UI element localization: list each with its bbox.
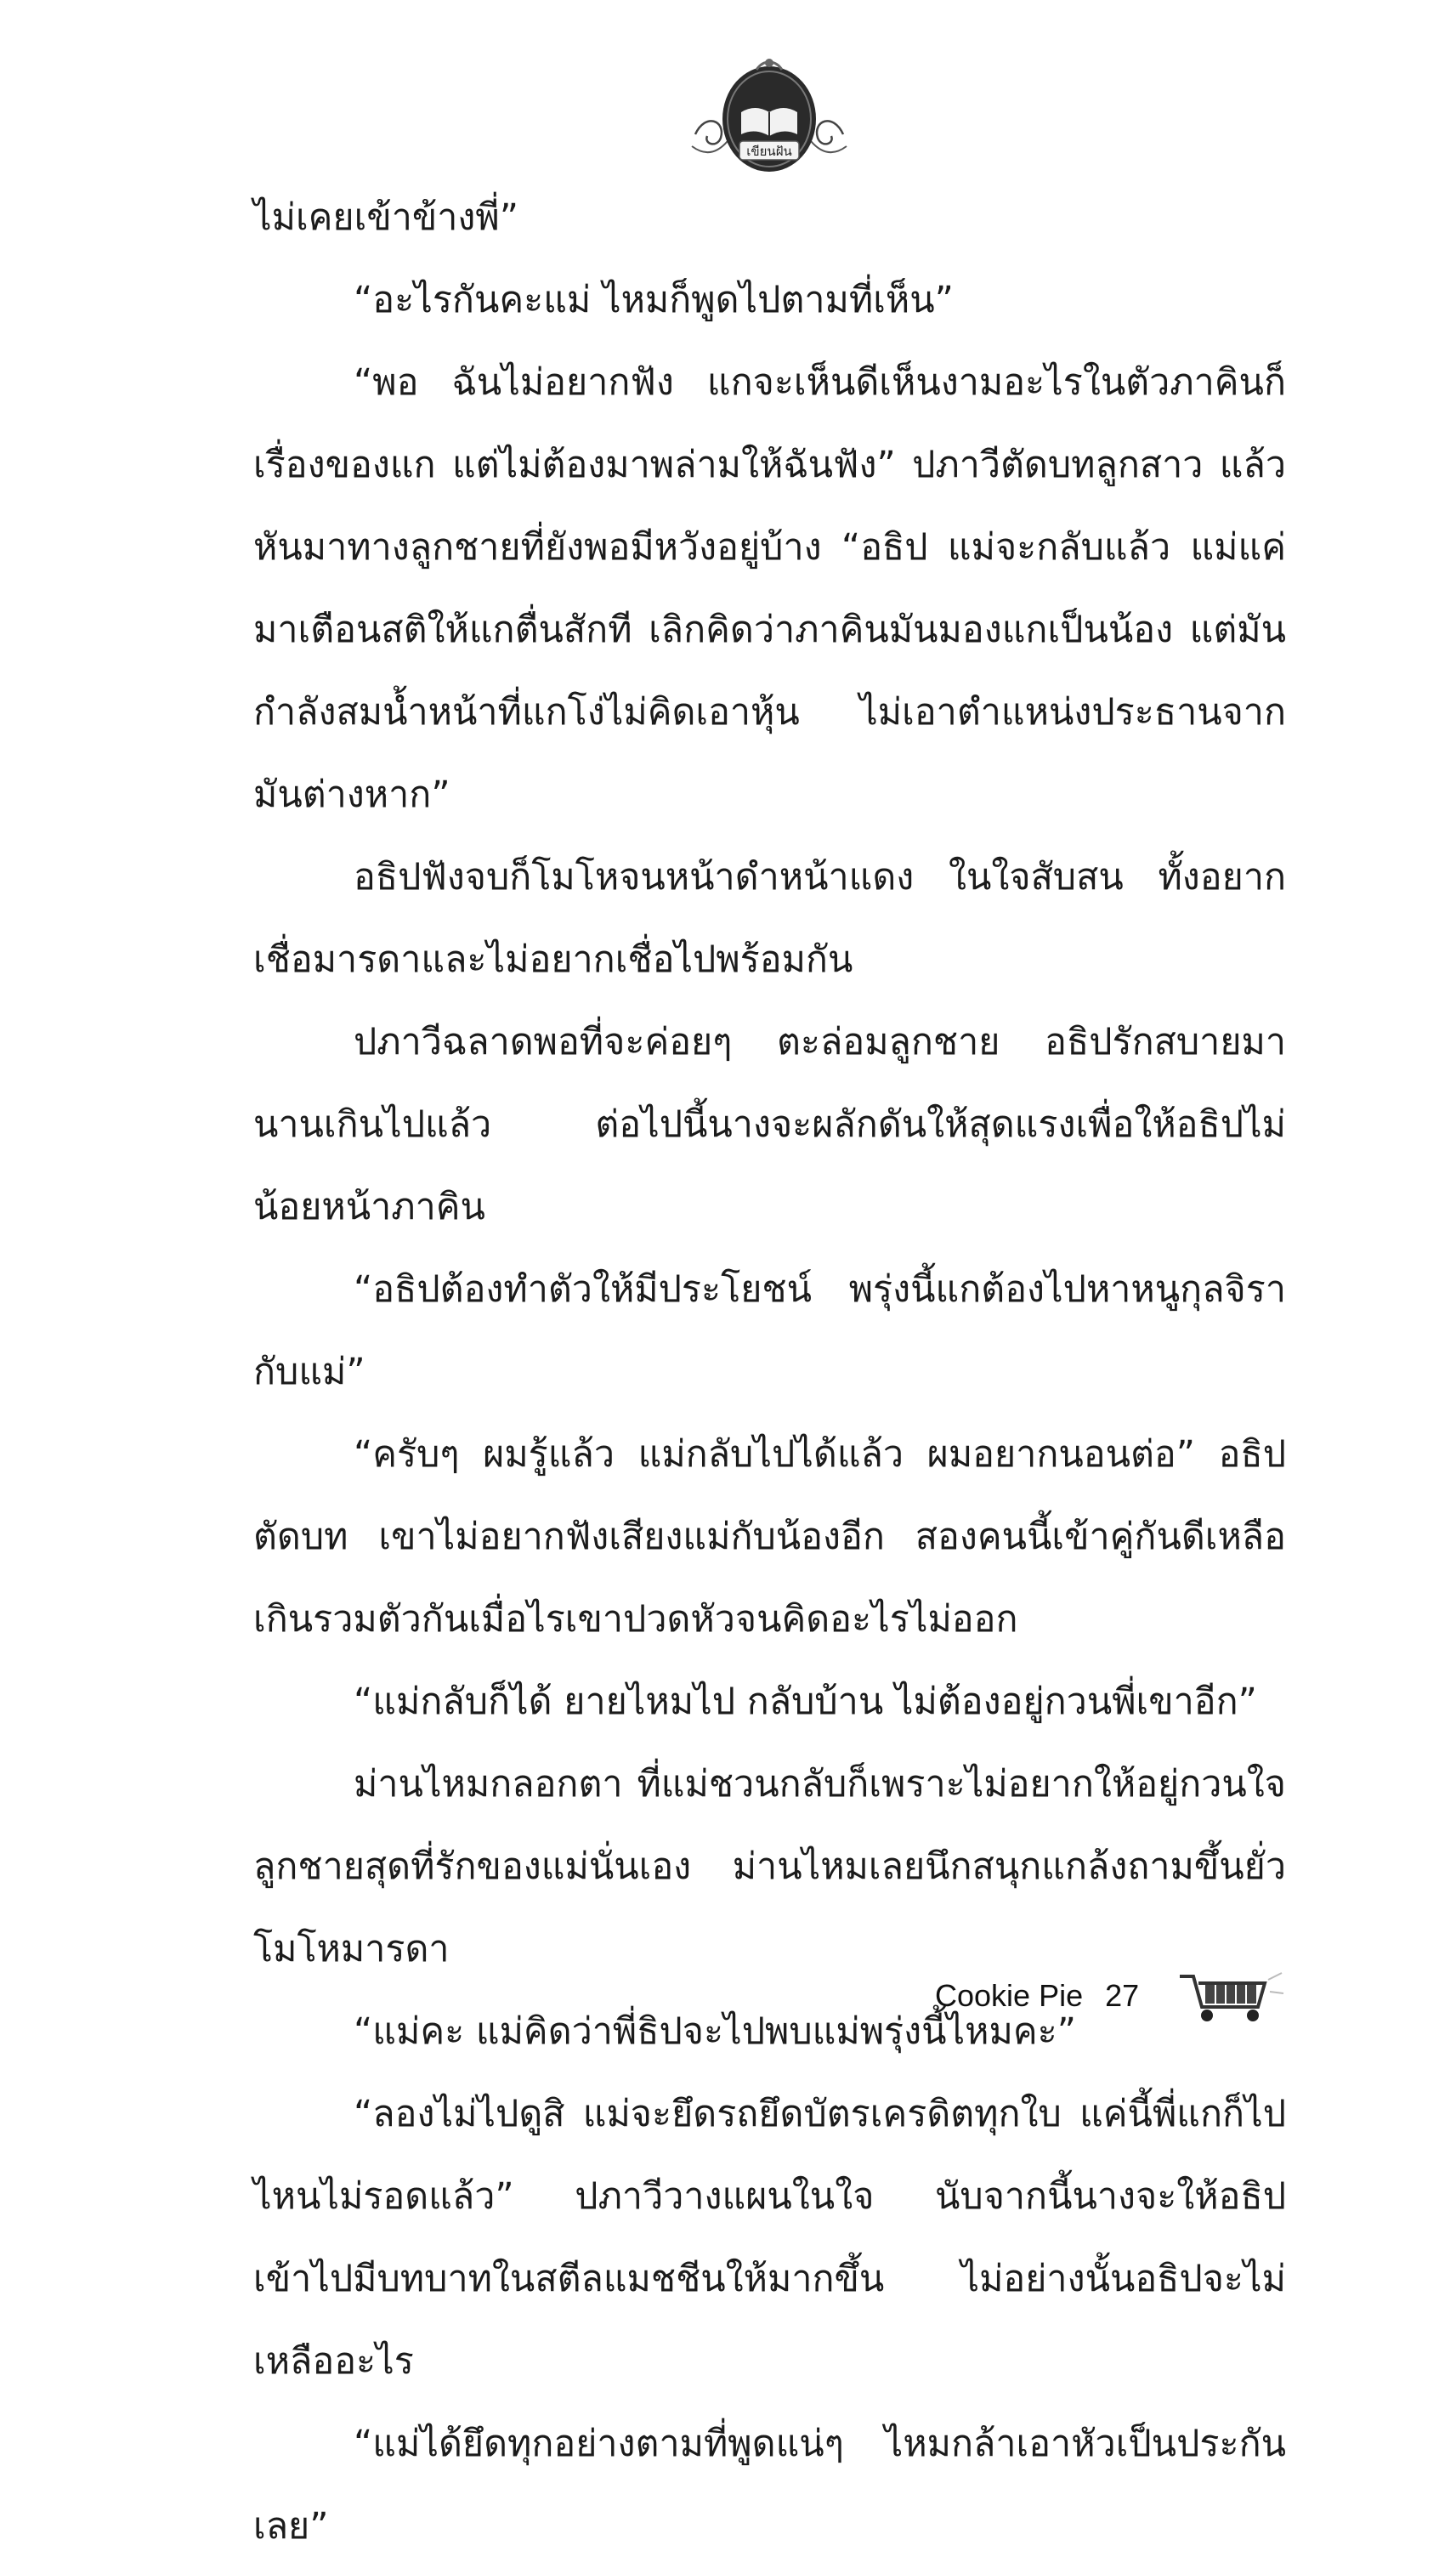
paragraph: ปภาวีฉลาดพอที่จะค่อยๆ ตะล่อมลูกชาย อธิปรักสบายมานานเกินไปแล้ว ต่อไปนี้นางจะผลักดันให้สุดแรงเพื่อให้อธิปไม่น้อยหน้าภาคิน xyxy=(253,1021,1286,1228)
ornate-book-emblem-icon xyxy=(688,53,850,180)
paragraph: “อะไรกันคะแม่ ไหมก็พูดไปตามที่เห็น” xyxy=(354,279,954,321)
page-number: 27 xyxy=(1105,1978,1140,2013)
emblem-text: เขียนฝัน xyxy=(746,144,792,159)
paragraph: “แม่กลับก็ได้ ยายไหมไป กลับบ้าน ไม่ต้องอยู่กวนพี่เขาอีก” xyxy=(354,1681,1257,1723)
paragraph: “ครับๆ ผมรู้แล้ว แม่กลับไปได้แล้ว ผมอยากนอนต่อ” อธิปตัดบท เขาไม่อยากฟังเสียงแม่กับน้องอีก สองคนนี้เข้าคู่กันดีเหลือเกินรวมตัวกันเมื่อไรเขาปวดหัวจนคิดอะไรไม่ออก xyxy=(253,1433,1286,1641)
page-footer xyxy=(935,1970,1287,2021)
paragraph: “อธิปต้องทำตัวให้มีประโยชน์ พรุ่งนี้แกต้องไปหาหนูกุลจิรากับแม่” xyxy=(253,1268,1286,1393)
paragraph: “พอ ฉันไม่อยากฟัง แกจะเห็นดีเห็นงามอะไรในตัวภาคินก็เรื่องของแก แต่ไม่ต้องมาพล่ามให้ฉันฟัง” ปภาวีตัดบทลูกสาว แล้วหันมาทางลูกชายที่ยังพอมีหวังอยู่บ้าง “อธิป แม่จะกลับแล้ว แม่แค่มาเตือนสติให้แกตื่นสักที เลิกคิดว่าภาคินมันมองแกเป็นน้อง แต่มันกำลังสมน้ำหน้าที่แกโง่ไม่คิดเอาหุ้น ไม่เอาตำแหน่งประธานจากมันต่างหาก” xyxy=(253,361,1286,816)
paragraph: “แม่ได้ยึดทุกอย่างตามที่พูดแน่ๆ ไหมกล้าเอาหัวเป็นประกันเลย” xyxy=(253,2423,1286,2548)
paragraph: ไม่เคยเข้าข้างพี่” xyxy=(253,196,519,239)
story-text xyxy=(253,177,1286,2568)
book-title: Cookie Pie xyxy=(935,1978,1084,2013)
paragraph: ม่านไหมกลอกตา ที่แม่ชวนกลับก็เพราะไม่อยากให้อยู่กวนใจลูกชายสุดที่รักของแม่นั่นเอง ม่านไหมเลยนึกสนุกแกล้งถามขึ้นยั่วโมโหมารดา xyxy=(253,1763,1286,1970)
shopping-cart-icon xyxy=(1176,1968,1287,2024)
paragraph: “แม่คะ แม่คิดว่าพี่ธิปจะไปพบแม่พรุ่งนี้ไหมคะ” xyxy=(354,2010,1076,2053)
paragraph: “ลองไม่ไปดูสิ แม่จะยึดรถยึดบัตรเครดิตทุกใบ แค่นี้พี่แกก็ไปไหนไม่รอดแล้ว” ปภาวีวางแผนในใจ นับจากนี้นางจะให้อธิปเข้าไปมีบทบาทในสตีลแมชชีนให้มากขึ้น ไม่อย่างนั้นอธิปจะไม่เหลืออะไร xyxy=(253,2093,1286,2383)
paragraph: อธิปฟังจบก็โมโหจนหน้าดำหน้าแดง ในใจสับสน ทั้งอยากเชื่อมารดาและไม่อยากเชื่อไปพร้อมกัน xyxy=(253,856,1286,981)
